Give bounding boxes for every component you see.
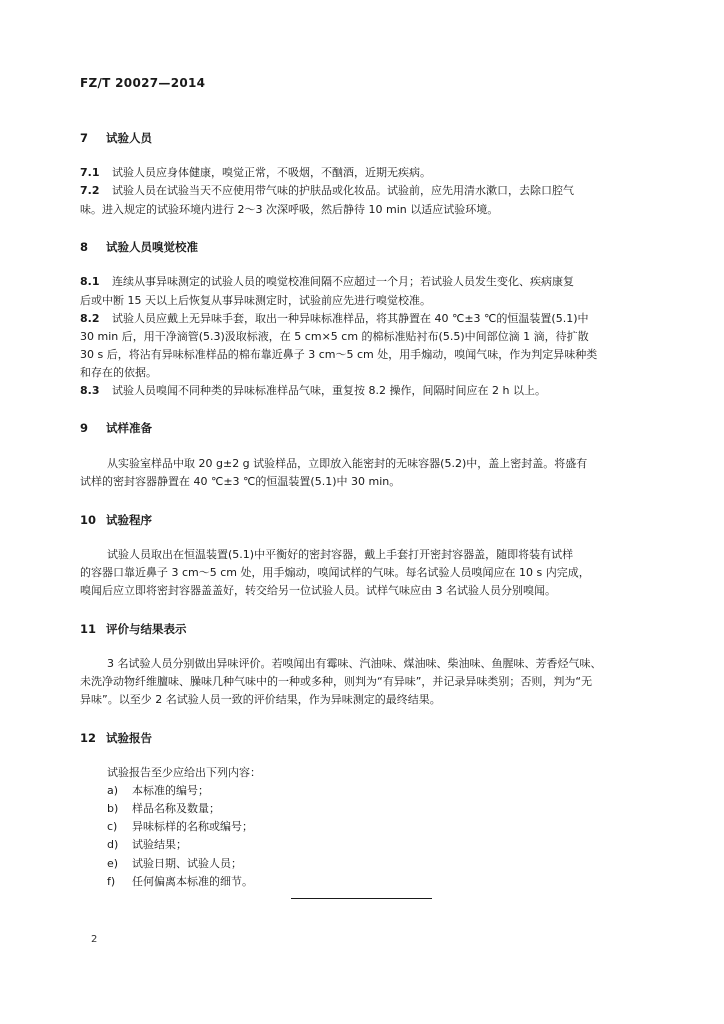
section-8-title: 8 试验人员嗅觉校准 [80, 240, 198, 254]
page-number: 2 [91, 934, 98, 945]
section-12-title: 12 试验报告 [80, 731, 152, 745]
clause-8-1: 8.1 连续从事异味测定的试验人员的嗅觉校准间隔不应超过一个月；若试验人员发生变化、疾病康复 [80, 275, 574, 288]
list-item: a) 本标准的编号； [107, 784, 209, 797]
section-10-para-2: 的容器口靠近鼻子 3 cm～5 cm 处，用手煽动，嗅闻试样的气味。每名试验人员嗅闻应在 10 s 内完成， [80, 566, 590, 579]
standard-code: FZ/T 20027—2014 [80, 76, 206, 90]
section-11-para-1: 3 名试验人员分别做出异味评价。若嗅闻出有霉味、汽油味、煤油味、柴油味、鱼腥味、芳香烃气味、 [107, 657, 602, 670]
clause-8-1-cont: 后或中断 15 天以上后恢复从事异味测定时，试验前应先进行嗅觉校准。 [80, 294, 431, 307]
list-item: d) 试验结果； [107, 838, 187, 851]
section-9-para-2: 试样的密封容器静置在 40 ℃±3 ℃的恒温装置(5.1)中 30 min。 [80, 475, 401, 488]
section-9-para-1: 从实验室样品中取 20 g±2 g 试验样品，立即放入能密封的无味容器(5.2)中，盖上密封盖。将盛有 [107, 457, 588, 470]
clause-8-2: 8.2 试验人员应戴上无异味手套，取出一种异味标准样品，将其静置在 40 ℃±3 ℃的恒温装置(5.1)中 [80, 312, 589, 325]
list-item: f) 任何偏离本标准的细节。 [107, 875, 253, 888]
clause-8-2-cont-3: 和存在的依据。 [80, 366, 157, 379]
section-11-para-3: 异味”。以至少 2 名试验人员一致的评价结果，作为异味测定的最终结果。 [80, 693, 441, 706]
clause-8-2-cont-1: 30 min 后，用干净滴管(5.3)汲取标液，在 5 cm×5 cm 的棉标准贴衬布(5.5)中间部位滴 1 滴，待扩散 [80, 330, 589, 343]
clause-7-2: 7.2 试验人员在试验当天不应使用带气味的护肤品或化妆品。试验前，应先用清水漱口，去除口腔气 [80, 184, 574, 197]
list-item: e) 试验日期、试验人员； [107, 857, 242, 870]
list-item: c) 异味标样的名称或编号； [107, 820, 253, 833]
section-10-para-1: 试验人员取出在恒温装置(5.1)中平衡好的密封容器，戴上手套打开密封容器盖，随即将装有试样 [107, 548, 574, 561]
list-item: b) 样品名称及数量； [107, 802, 220, 815]
clause-7-1: 7.1 试验人员应身体健康，嗅觉正常，不吸烟，不酗酒，近期无疾病。 [80, 166, 431, 179]
clause-8-3: 8.3 试验人员嗅闻不同种类的异味标准样品气味，重复按 8.2 操作，间隔时间应在 2 h 以上。 [80, 384, 546, 397]
section-9-title: 9 试样准备 [80, 421, 152, 435]
clause-8-2-cont-2: 30 s 后，将沾有异味标准样品的棉布靠近鼻子 3 cm～5 cm 处，用手煽动，嗅闻气味，作为判定异味种类 [80, 348, 598, 361]
section-10-para-3: 嗅闻后应立即将密封容器盖盖好，转交给另一位试验人员。试样气味应由 3 名试验人员分别嗅闻。 [80, 584, 556, 597]
end-rule [291, 898, 432, 899]
section-7-title: 7 试验人员 [80, 131, 152, 145]
section-10-title: 10 试验程序 [80, 513, 152, 527]
section-12-intro: 试验报告至少应给出下列内容： [107, 766, 261, 779]
clause-7-2-cont: 味。进入规定的试验环境内进行 2～3 次深呼吸，然后静待 10 min 以适应试验环境。 [80, 203, 499, 216]
section-11-para-2: 未洗净动物纤维膻味、臊味几种气味中的一种或多种，则判为“有异味”，并记录异味类别；否则，判为“无 [80, 675, 593, 688]
section-11-title: 11 评价与结果表示 [80, 622, 187, 636]
